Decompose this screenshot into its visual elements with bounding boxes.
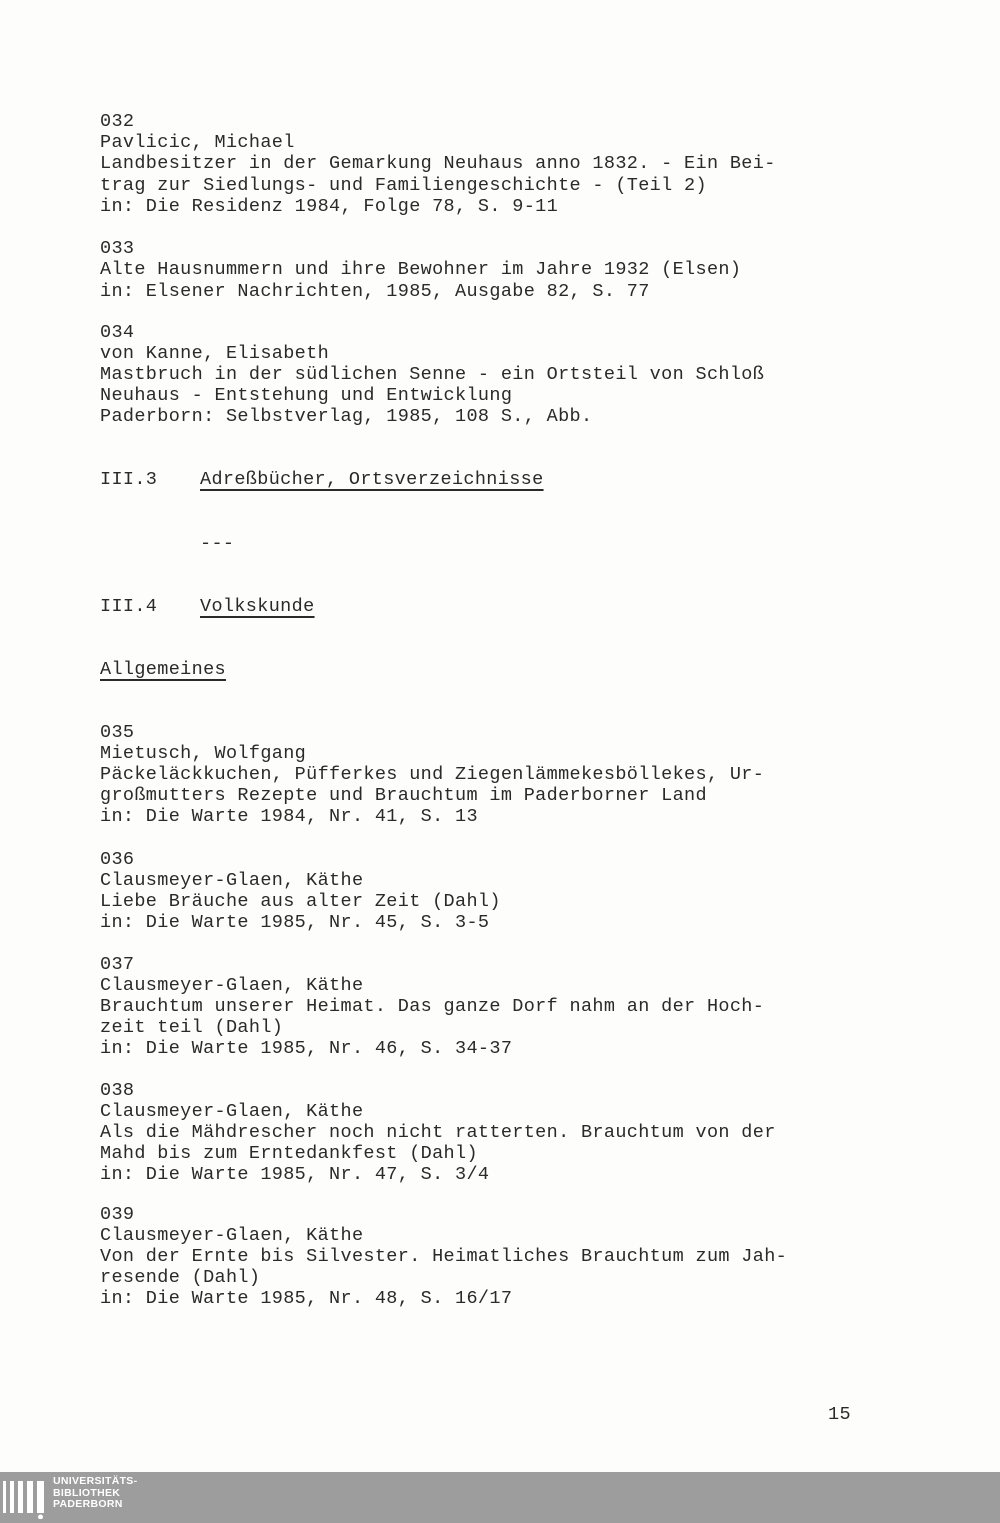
entry-number: 039	[100, 1204, 135, 1225]
entry-title-line: Neuhaus - Entstehung und Entwicklung	[100, 385, 513, 406]
entry-source: in: Die Warte 1985, Nr. 46, S. 34-37	[100, 1038, 513, 1059]
entry-number: 033	[100, 238, 135, 259]
section-title: Adreßbücher, Ortsverzeichnisse	[200, 469, 544, 490]
entry-number: 035	[100, 722, 135, 743]
entry-title-line: trag zur Siedlungs- und Familiengeschichte - (Teil 2)	[100, 175, 707, 196]
entry-title-line: Von der Ernte bis Silvester. Heimatliches Brauchtum zum Jah-	[100, 1246, 788, 1267]
entry-number: 037	[100, 954, 135, 975]
entry-author: Clausmeyer-Glaen, Käthe	[100, 1101, 364, 1122]
entry-title-line: Alte Hausnummern und ihre Bewohner im Jahre 1932 (Elsen)	[100, 259, 742, 280]
logo-text-line: UNIVERSITÄTS-	[53, 1475, 138, 1487]
entry-title-line: Brauchtum unserer Heimat. Das ganze Dorf nahm an der Hoch-	[100, 996, 765, 1017]
library-logo-text	[53, 1476, 137, 1511]
library-logo-icon	[3, 1475, 47, 1519]
entry-author: Clausmeyer-Glaen, Käthe	[100, 870, 364, 891]
entry-author: Pavlicic, Michael	[100, 132, 295, 153]
entry-title-line: Päckeläckkuchen, Püfferkes und Ziegenlämmekesböllekes, Ur-	[100, 764, 765, 785]
entry-author: Mietusch, Wolfgang	[100, 743, 307, 764]
section-number: III.3	[100, 469, 158, 490]
subheading: Allgemeines	[100, 659, 226, 680]
entry-source: in: Elsener Nachrichten, 1985, Ausgabe 82, S. 77	[100, 281, 650, 302]
page-number: 15	[828, 1404, 851, 1425]
entry-title-line: Als die Mähdrescher noch nicht ratterten. Brauchtum von der	[100, 1122, 776, 1143]
entry-title-line: zeit teil (Dahl)	[100, 1017, 284, 1038]
entry-title-line: Landbesitzer in der Gemarkung Neuhaus anno 1832. - Ein Bei-	[100, 153, 776, 174]
entry-title-line: Mahd bis zum Erntedankfest (Dahl)	[100, 1143, 478, 1164]
footer-bar	[0, 1472, 1000, 1523]
entry-number: 038	[100, 1080, 135, 1101]
logo-text-line: PADERBORN	[53, 1498, 123, 1510]
section-title: Volkskunde	[200, 596, 315, 617]
entry-title-line: Liebe Bräuche aus alter Zeit (Dahl)	[100, 891, 501, 912]
entry-title-line: großmutters Rezepte und Brauchtum im Paderborner Land	[100, 785, 707, 806]
entry-title-line: Mastbruch in der südlichen Senne - ein Ortsteil von Schloß	[100, 364, 765, 385]
entry-author: Clausmeyer-Glaen, Käthe	[100, 975, 364, 996]
entry-source: in: Die Warte 1985, Nr. 47, S. 3/4	[100, 1164, 490, 1185]
entry-source: in: Die Residenz 1984, Folge 78, S. 9-11	[100, 196, 559, 217]
entry-source: Paderborn: Selbstverlag, 1985, 108 S., Abb.	[100, 406, 593, 427]
entry-author: von Kanne, Elisabeth	[100, 343, 330, 364]
empty-section-placeholder: ---	[200, 533, 235, 554]
entry-source: in: Die Warte 1984, Nr. 41, S. 13	[100, 806, 478, 827]
entry-number: 032	[100, 111, 135, 132]
entry-number: 036	[100, 849, 135, 870]
entry-source: in: Die Warte 1985, Nr. 45, S. 3-5	[100, 912, 490, 933]
logo-text-line: BIBLIOTHEK	[53, 1486, 121, 1499]
entry-title-line: resende (Dahl)	[100, 1267, 261, 1288]
section-number: III.4	[100, 596, 158, 617]
entry-author: Clausmeyer-Glaen, Käthe	[100, 1225, 364, 1246]
entry-source: in: Die Warte 1985, Nr. 48, S. 16/17	[100, 1288, 513, 1309]
entry-number: 034	[100, 322, 135, 343]
